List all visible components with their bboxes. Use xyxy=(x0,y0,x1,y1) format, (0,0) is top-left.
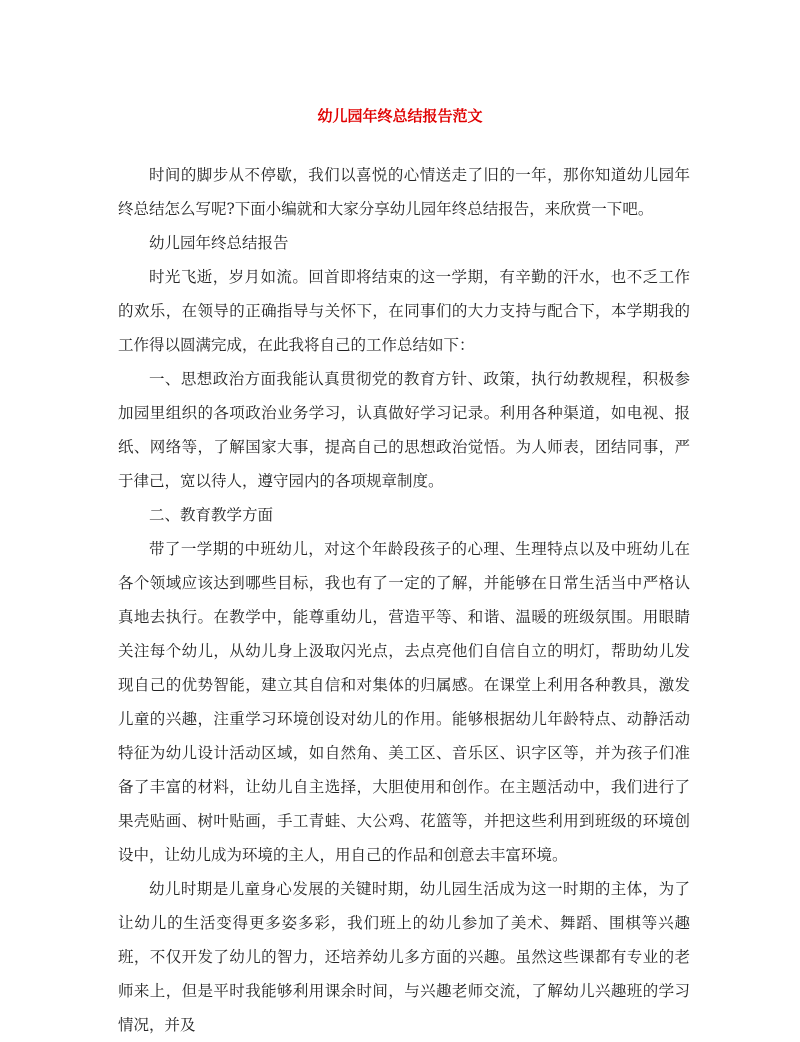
paragraph-section-politics: 一、思想政治方面我能认真贯彻党的教育方针、政策，执行幼教规程，积极参加园里组织的各项政治业务学习，认真做好学习记录。利用各种渠道，如电视、报纸、网络等，了解国家大事，提高自己的思想政治觉悟。为人师表，团结同事，严于律己，宽以待人，遵守园内的各项规章制度。 xyxy=(118,370,690,490)
document-body xyxy=(118,158,690,1042)
document-title: 幼儿园年终总结报告范文 xyxy=(317,107,483,125)
paragraph-teaching: 带了一学期的中班幼儿，对这个年龄段孩子的心理、生理特点以及中班幼儿在各个领域应该达到哪些目标，我也有了一定的了解，并能够在日常生活当中严格认真地去执行。在教学中，能尊重幼儿，营造平等、和谐、温暖的班级氛围。用眼睛关注每个幼儿，从幼儿身上汲取闪光点，去点亮他们自信自立的明灯，帮助幼儿发现自己的优势智能，建立其自信和对集体的归属感。在课堂上利用各种教具，激发儿童的兴趣，注重学习环境创设对幼儿的作用。能够根据幼儿年龄特点、动静活动特征为幼儿设计活动区域，如自然角、美工区、音乐区、识字区等，并为孩子们准备了丰富的材料，让幼儿自主选择，大胆使用和创作。在主题活动中，我们进行了果壳贴画、树叶贴画，手工青蛙、大公鸡、花篮等，并把这些利用到班级的环境创设中，让幼儿成为环境的主人，用自己的作品和创意去丰富环境。 xyxy=(118,540,690,864)
paragraph-opening: 时光飞逝，岁月如流。回首即将结束的这一学期，有辛勤的汗水，也不乏工作的欢乐，在领导的正确指导与关怀下，在同事们的大力支持与配合下，本学期我的工作得以圆满完成，在此我将自己的工作总结如下： xyxy=(118,268,690,354)
paragraph-interests: 幼儿时期是儿童身心发展的关键时期，幼儿园生活成为这一时期的主体，为了让幼儿的生活变得更多姿多彩，我们班上的幼儿参加了美术、舞蹈、围棋等兴趣班，不仅开发了幼儿的智力，还培养幼儿多方面的兴趣。虽然这些课都有专业的老师来上，但是平时我能够利用课余时间，与兴趣老师交流，了解幼儿兴趣班的学习情况，并及 xyxy=(118,880,690,1034)
paragraph-intro: 时间的脚步从不停歇，我们以喜悦的心情送走了旧的一年，那你知道幼儿园年终总结怎么写呢?下面小编就和大家分享幼儿园年终总结报告，来欣赏一下吧。 xyxy=(118,166,690,218)
paragraph-heading: 幼儿园年终总结报告 xyxy=(149,234,289,252)
paragraph-section-teaching-heading: 二、教育教学方面 xyxy=(149,506,274,524)
